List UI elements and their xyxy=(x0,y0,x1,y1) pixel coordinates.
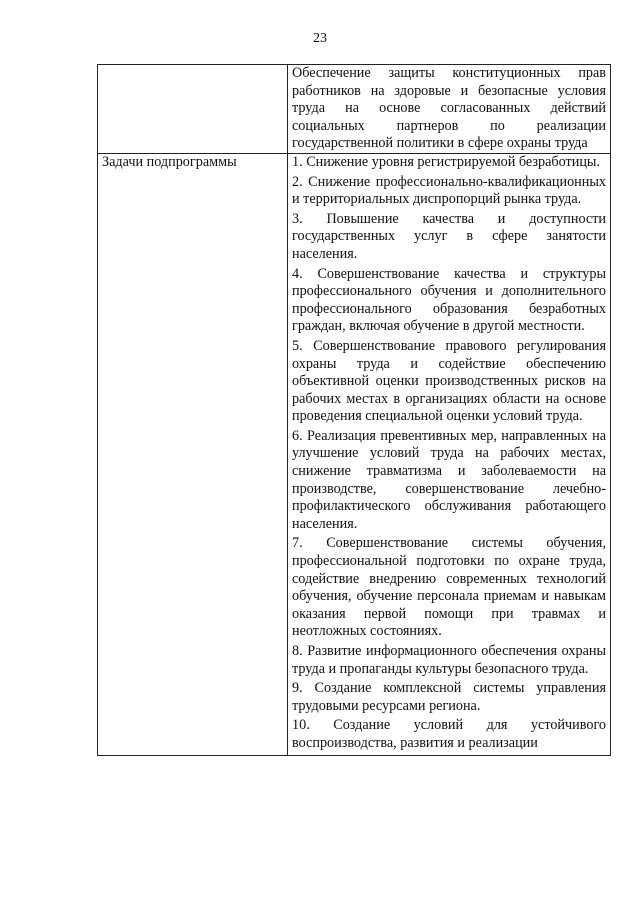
task-item-3: 3. Повышение качества и доступности государственных услуг в сфере занятости населения. xyxy=(292,210,606,262)
tasks-list-cell xyxy=(288,153,611,755)
goal-text-cell: Обеспечение защиты конституционных прав работников на здоровые и безопасные условия труда на основе согласованных действий социальных партнеров по реализации государственной политики в сфере охраны труда xyxy=(288,65,611,154)
goal-row xyxy=(98,65,611,154)
task-item-6: 6. Реализация превентивных мер, направленных на улучшение условий труда на рабочих местах, снижение травматизма и заболеваемости на производстве, совершенствование лечебно-профилактического обслуживания работающего населения. xyxy=(292,427,606,532)
task-item-9: 9. Создание комплексной системы управления трудовыми ресурсами региона. xyxy=(292,680,606,714)
task-item-5: 5. Совершенствование правового регулирования охраны труда и содействие обеспечению объективной оценки производственных рисков на рабочих местах в организациях области на основе проведения специальной оценки условий труда. xyxy=(292,337,606,425)
task-item-7: 7. Совершенствование системы обучения, профессиональной подготовки по охране труда, содействие внедрению современных технологий обучения, обучение персонала приемам и навыкам оказания первой помощи при травмах и неотложных состояниях. xyxy=(292,535,606,640)
task-item-2: 2. Снижение профессионально-квалификационных и территориальных диспропорций рынка труда. xyxy=(292,173,606,208)
task-item-4: 4. Совершенствование качества и структуры профессионального обучения и дополнительного профессионального образования безработных граждан, включая обучение в другой местности. xyxy=(292,265,606,335)
goal-label-cell xyxy=(98,65,288,154)
task-item-8: 8. Развитие информационного обеспечения охраны труда и пропаганды культуры безопасного труда. xyxy=(292,643,606,677)
tasks-label-cell: Задачи подпрограммы xyxy=(98,153,288,755)
tasks-row xyxy=(98,153,611,755)
page-number: 23 xyxy=(313,31,327,46)
task-item-10: 10. Создание условий для устойчивого воспроизводства, развития и реализации xyxy=(292,717,606,751)
subprogram-table xyxy=(97,64,611,756)
task-item-1: 1. Снижение уровня регистрируемой безработицы. xyxy=(292,153,600,170)
